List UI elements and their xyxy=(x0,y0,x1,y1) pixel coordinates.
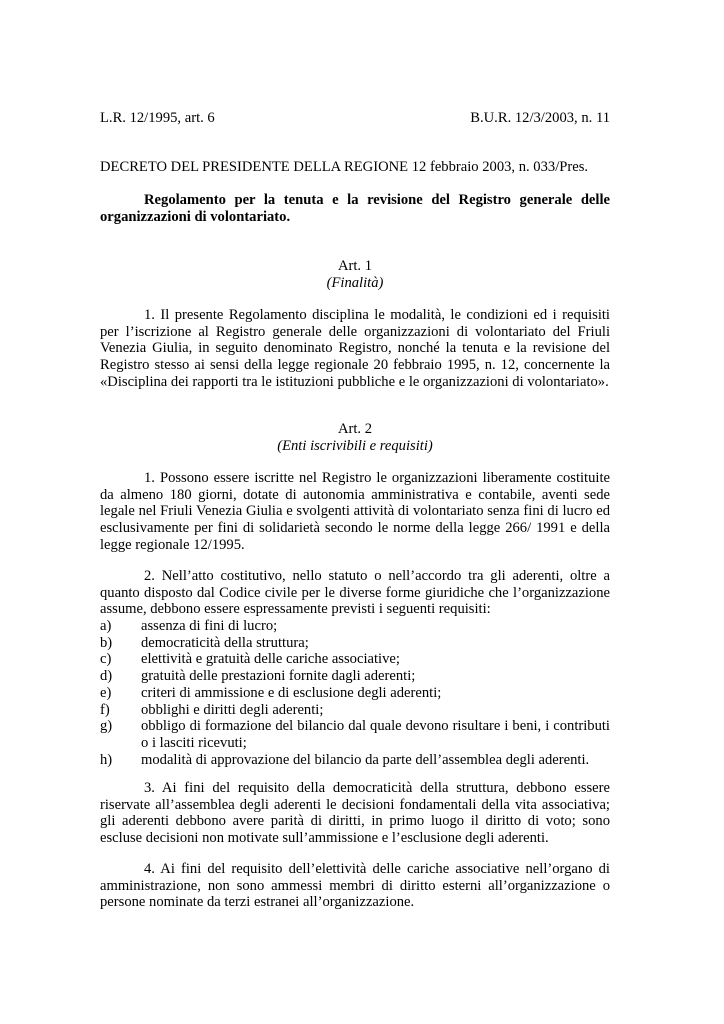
list-item-letter: h) xyxy=(100,751,113,768)
article-1-heading xyxy=(100,258,610,291)
regulation-title: Regolamento per la tenuta e la revisione del Registro generale delle organizzazioni di volontariato. xyxy=(100,192,610,225)
article-2-paragraph-1: 1. Possono essere iscritte nel Registro le organizzazioni liberamente costituite da almeno 180 giorni, dotate di autonomia amministrativa e contabile, aventi sede legale nel Friuli Venezia Giulia e svolgenti attività di volontariato senza fini di lucro ed esclusivamente per fini di solidarietà secondo le norme della legge 266/ 1991 e della legge regionale 12/1995. xyxy=(100,470,610,553)
article-subtitle: (Enti iscrivibili e requisiti) xyxy=(277,437,433,454)
list-item-letter: f) xyxy=(100,701,110,718)
requirements-list xyxy=(100,618,610,768)
list-item-text: obbligo di formazione del bilancio dal quale devono risultare i beni, i contributi o i lasciti ricevuti; xyxy=(141,718,610,751)
list-item-letter: g) xyxy=(100,718,113,735)
law-reference: L.R. 12/1995, art. 6 xyxy=(100,110,215,126)
decree-title: DECRETO DEL PRESIDENTE DELLA REGIONE 12 febbraio 2003, n. 033/Pres. xyxy=(100,159,589,175)
list-item-letter: e) xyxy=(100,684,112,701)
list-item xyxy=(100,685,610,702)
list-item-text: elettività e gratuità delle cariche associative; xyxy=(141,651,400,668)
list-item-letter: b) xyxy=(100,634,113,651)
article-1-paragraph-1: 1. Il presente Regolamento disciplina le modalità, le condizioni ed i requisiti per l’iscrizione al Registro generale delle organizzazioni di volontariato del Friuli Venezia Giulia, in seguito denominato Registro, nonché la tenuta e la revisione del Registro stesso ai sensi della legge regionale 20 febbraio 1995, n. 12, concernente la «Disciplina dei rapporti tra le istituzioni pubbliche e le organizzazioni di volontariato». xyxy=(100,307,610,390)
list-item-text: obblighi e diritti degli aderenti; xyxy=(141,701,324,718)
list-item xyxy=(100,718,610,751)
document-header xyxy=(100,110,610,127)
list-item-text: assenza di fini di lucro; xyxy=(141,618,278,634)
list-item-letter: d) xyxy=(100,668,113,685)
article-number: Art. 1 xyxy=(337,258,373,274)
bulletin-reference: B.U.R. 12/3/2003, n. 11 xyxy=(470,110,610,126)
list-item-text: gratuità delle prestazioni fornite dagli aderenti; xyxy=(141,668,416,685)
list-item xyxy=(100,702,610,719)
list-item-letter: a) xyxy=(100,618,112,634)
list-item xyxy=(100,668,610,685)
list-item xyxy=(100,618,610,635)
list-item xyxy=(100,752,610,769)
article-number: Art. 2 xyxy=(337,421,373,437)
list-item xyxy=(100,651,610,668)
article-2-paragraph-3: 3. Ai fini del requisito della democraticità della struttura, debbono essere riservate all’assemblea degli aderenti le decisioni fondamentali della vita associativa; gli aderenti debbono avere parità di diritti, in primo luogo il diritto di voto; sono escluse decisioni non motivate sull’ammissione e l’esclusione degli aderenti. xyxy=(100,780,610,847)
article-2-heading xyxy=(100,421,610,454)
list-item-letter: c) xyxy=(100,651,112,668)
article-2-paragraph-2: 2. Nell’atto costitutivo, nello statuto o nell’accordo tra gli aderenti, oltre a quanto disposto dal Codice civile per le diverse forme giuridiche che l’organizzazione assume, debbono essere espressamente previsti i seguenti requisiti: xyxy=(100,568,610,618)
list-item-text: democraticità della struttura; xyxy=(141,634,309,651)
article-2-paragraph-4: 4. Ai fini del requisito dell’elettività delle cariche associative nell’organo di amministrazione, non sono ammessi membri di diritto esterni all’organizzazione o persone nominate da terzi estranei all’organizzazione. xyxy=(100,861,610,911)
list-item-text: criteri di ammissione e di esclusione degli aderenti; xyxy=(141,684,442,701)
list-item xyxy=(100,635,610,652)
list-item-text: modalità di approvazione del bilancio da parte dell’assemblea degli aderenti. xyxy=(141,751,590,768)
article-subtitle: (Finalità) xyxy=(326,274,384,291)
